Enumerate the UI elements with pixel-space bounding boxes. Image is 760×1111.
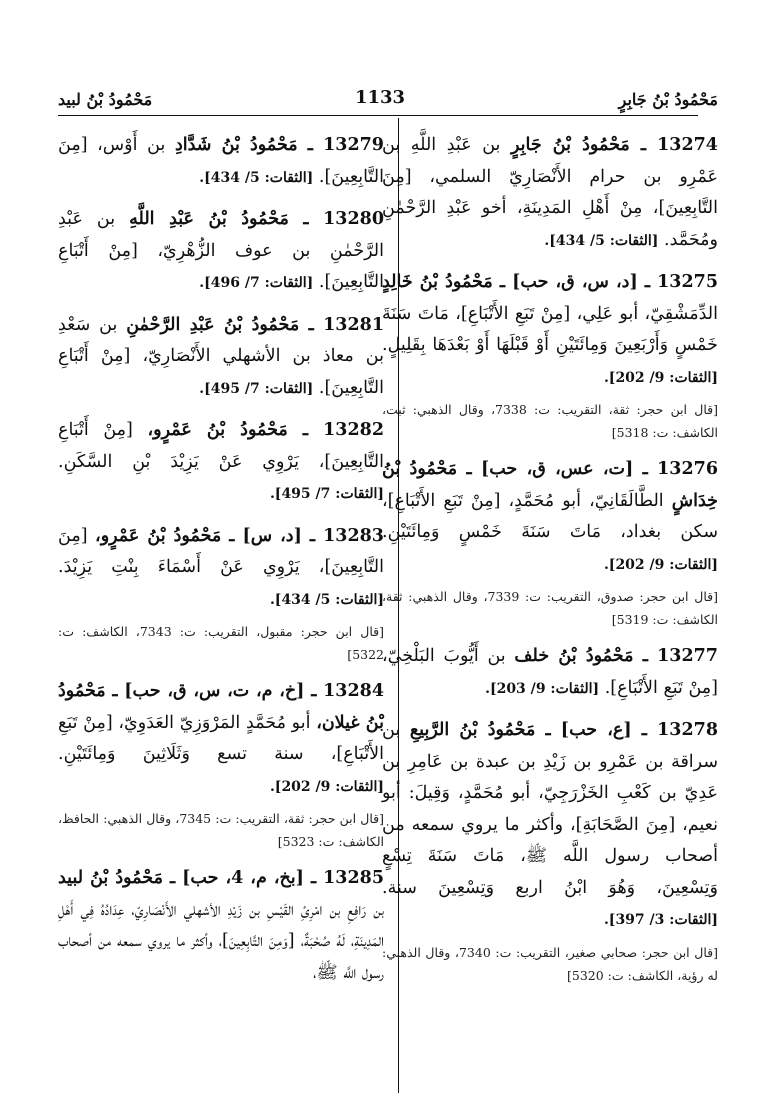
entry-body: الدِّمَشْقِيّ، أبو عَلِي، [مِنْ تَبَعِ الأَتْبَاعِ]، مَاتَ سَنَةَ خَمْسٍ وَأَرْبَعِينَ وَمِائَتَيْنِ أَوْ قَبْلَهَا أَوْ بَعْدَهَا بِقَلِيلٍ. [382, 303, 718, 355]
entry-13276 [382, 454, 718, 581]
footnote-13276: [قال ابن حجر: صدوق، التقريب: ت: 7339، وقال الذهبي: ثقة، الكاشف: ت: 5319] [382, 589, 718, 627]
entry-head: 13282 ـ مَحْمُودُ بْنُ عَمْرٍو، [147, 420, 385, 440]
entry-head: 13281 ـ مَحْمُودُ بْنُ عَبْدِ الرَّحْمٰنِ [126, 314, 384, 335]
entry-head: 13276 ـ [ت، عس، ق، حب] ـ مَحْمُودُ بْنُ خِدَاشٍ [382, 459, 718, 511]
entry-head: 13283 ـ [د، س] ـ مَحْمُودُ بْنُ عَمْرٍو، [95, 525, 384, 546]
page-number: 1133 [354, 87, 406, 108]
entry-13274 [382, 130, 718, 257]
source-ref: [الثقات: 9/ 202]. [603, 369, 718, 386]
source-ref: [الثقات: 7/ 496]. [199, 275, 314, 291]
entry-13280 [58, 204, 384, 300]
entry-13284 [58, 676, 384, 803]
entry-body: [مِنَ التَّابِعِينَ]، يَرْوِي عَنْ أَسْمَاءَ بِنْتِ يَزِيْدَ. [58, 525, 384, 577]
entry-body: بن عَبْدِ اللَّهِ بن عَمْرِو بن حرام الأَنْصَارِيّ السلمي، [مِنَ التَّابِعِينَ]، مِنْ أَهْلِ المَدِينَةِ، أخو عَبْدِ الرَّحْمٰنِ ومُحَمَّد. [382, 135, 718, 250]
entry-head: 13279 ـ مَحْمُودُ بْنُ شَدَّادِ [174, 135, 384, 155]
entry-body: بن سراقة بن عَمْرِو بن زَيْدِ بن عبدة بن عَامِرِ بن عَدِيّ بن كَعْبِ الخَزْرَجِيّ، أبو مُحَمَّدٍ، وَقِيلَ: أبو نعيم، [مِنَ الصَّحَابَةِ]، وأكثر ما يروي سمعه من أصحاب رسول اللَّه ﷺ، مَاتَ سَنَةَ تِسْعٍ وَتِسْعِينَ، وَهُوَ ابْنُ اربع وَتِسْعِينَ سنة. [382, 720, 718, 898]
running-header-right: مَحْمُودُ بْنُ جَابِرٍ [618, 90, 718, 109]
entry-13282 [58, 415, 384, 511]
source-ref: [الثقات: 3/ 397]. [603, 912, 718, 928]
header-rule [58, 115, 698, 116]
footnote-13278: [قال ابن حجر: صحابي صغير، التقريب: ت: 7340، وقال الذهبي: له رؤية، الكاشف: ت: 5320] [382, 944, 718, 983]
entry-body: بن عَبْدِ الرَّحْمٰنِ بن عوف الزُّهْرِيّ، [مِنْ أَتْبَاعِ التَّابِعِينَ]. [58, 209, 384, 292]
entry-head: 13277 ـ مَحْمُودُ بْنُ خلف [514, 646, 718, 666]
entry-13275 [382, 267, 718, 394]
entry-body: [مِنْ أَتْبَاعِ التَّابِعِينَ]، يَرْوِي عَنْ يَزِيْدَ بْنِ السَّكَنِ. [58, 420, 384, 472]
source-ref: [الثقات: 5/ 434]. [269, 591, 384, 608]
source-ref: [الثقات: 7/ 495]. [269, 486, 384, 502]
entry-body: أبو مُحَمَّدٍ المَرْوَزِيّ العَدَوِيّ، [مِنْ تَبَعِ الأَتْبَاعِ]، سنة تسع وَثَلَاثِينَ وَمِائَتَيْنِ. [58, 712, 384, 764]
entry-13278 [382, 715, 718, 937]
entry-head: 13284 ـ [خ، م، ت، س، ق، حب] ـ مَحْمُودُ بْنُ غيلان، [58, 681, 384, 733]
entry-head: 13278 ـ [ع، حب] ـ مَحْمُودُ بْنُ الرَّبِيعِ [409, 720, 718, 740]
footnote-13275: [قال ابن حجر: ثقة، التقريب: ت: 7338، وقال الذهبي: ثبت، الكاشف: ت: 5318] [382, 402, 718, 440]
entry-head: 13274 ـ مَحْمُودُ بْنُ جَابِرٍ [511, 135, 718, 155]
entry-body: بن أَوْس، [مِنَ التَّابِعِينَ]. [58, 135, 384, 187]
entry-body: بن رَافِعِ بن امْرِئِ القَيْسِ بن زَيْدِ الأشهلي الأَنْصَارِيّ، عِدَادُهُ فِي أَهْلِ المَدِينَةِ، لَهُ صُحْبَةٌ، [وَمِنَ التَّابِعِينَ]، وأكثر ما يروي سمعه من أصحاب رسول اللَّه ﷺ، [58, 899, 384, 983]
source-ref: [الثقات: 5/ 434]. [544, 232, 659, 249]
right-column [382, 130, 718, 997]
entry-head: 13285 ـ [بخ، م، 4، حب] ـ مَحْمُودُ بْنُ لبيد [58, 868, 384, 888]
entry-body: بن أَيُّوبَ البَلْخِيّ، [مِنْ تَبَعِ الأَتْبَاعِ]. [382, 646, 718, 698]
running-header-left: مَحْمُودُ بْنُ لبيد [58, 90, 153, 109]
source-ref: [الثقات: 9/ 203]. [485, 680, 600, 697]
footnote-13283: [قال ابن حجر: مقبول، التقريب: ت: 7343، الكاشف: ت: 5322] [58, 624, 384, 662]
entry-head: 13275 ـ [د، س، ق، حب] ـ مَحْمُودُ بْنُ خَالِدٍ [382, 272, 718, 292]
entry-body: بن سَعْدِ بن معاذ بن الأشهلي الأَنْصَارِيّ، [مِنْ أَتْبَاعِ التَّابِعِينَ]. [58, 314, 384, 398]
source-ref: [الثقات: 5/ 434]. [199, 169, 314, 186]
entry-13277 [382, 641, 718, 705]
entry-13279 [58, 130, 384, 194]
entry-13283 [58, 521, 384, 617]
left-column [58, 130, 384, 999]
entry-13285 [58, 863, 384, 989]
entry-body: الطَّالَقَانِيّ، أبو مُحَمَّدٍ، [مِنْ تَبَعِ الأَتْبَاعِ]، سكن بغداد، مَاتَ سَنَةَ خَمْسٍ وَمِائَتَيْنِ. [382, 490, 718, 542]
entry-13281 [58, 310, 384, 406]
source-ref: [الثقات: 9/ 202]. [269, 778, 384, 795]
source-ref: [الثقات: 7/ 495]. [199, 380, 314, 397]
source-ref: [الثقات: 9/ 202]. [603, 556, 718, 573]
entry-head: 13280 ـ مَحْمُودُ بْنُ عَبْدِ اللَّهِ [129, 209, 384, 229]
footnote-13284: [قال ابن حجر: ثقة، التقريب: ت: 7345، وقال الذهبي: الحافظ، الكاشف: ت: 5323] [58, 811, 384, 849]
